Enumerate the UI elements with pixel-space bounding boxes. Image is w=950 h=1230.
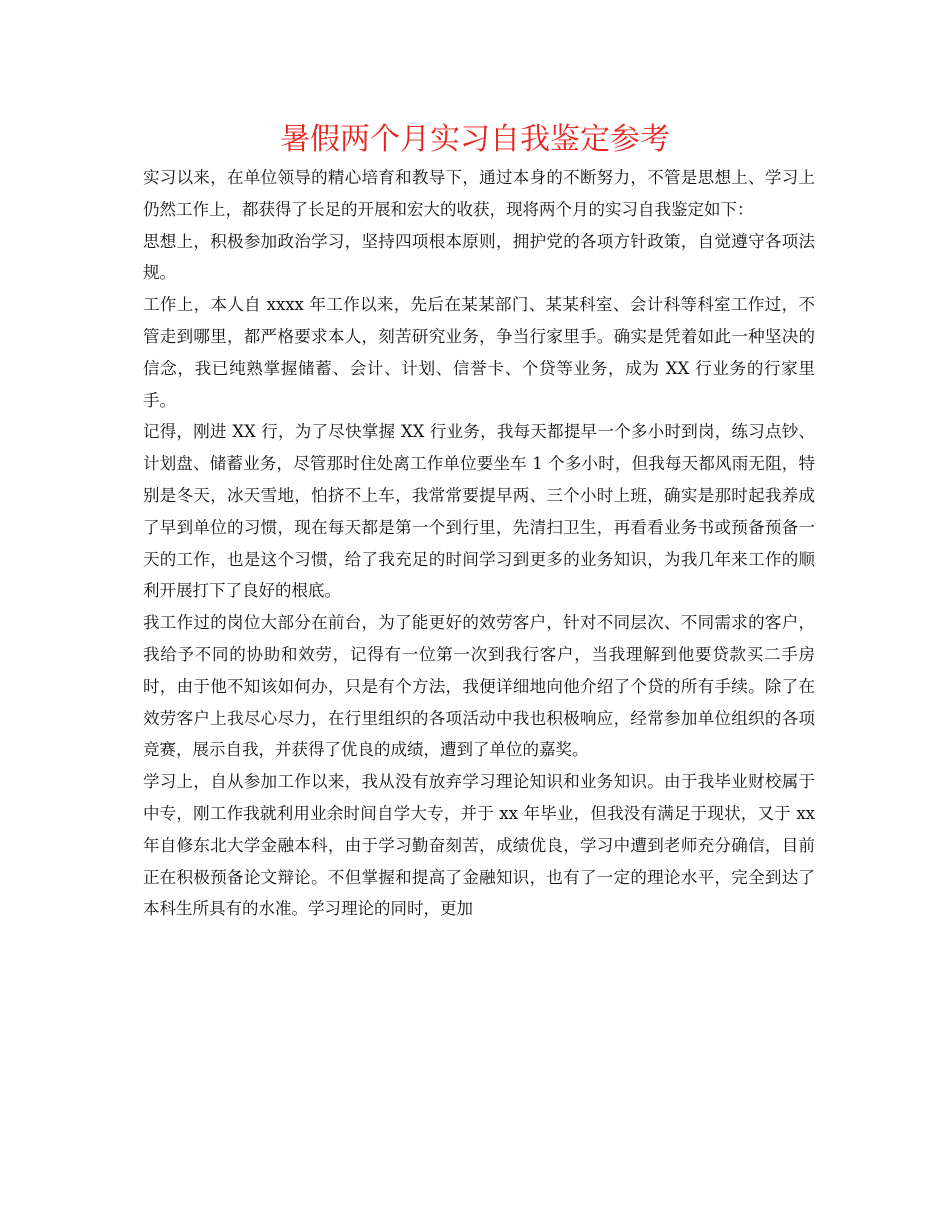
paragraph-memory: 记得，刚进 XX 行，为了尽快掌握 XX 行业务，我每天都提早一个多小时到岗，练习点钞、计划盘、储蓄业务，尽管那时住处离工作单位要坐车 1 个多小时，但我每天都风雨无阻，特别是冬天，冰天雪地，怕挤不上车，我常常要提早两、三个小时上班，确实是那时起我养成了早到单位的习惯，现在每天都是第一个到行里，先清扫卫生，再看看业务书或预备预备一天的工作，也是这个习惯，给了我充足的时间学习到更多的业务知识，为我几年来工作的顺利开展打下了良好的根底。 xyxy=(143,422,815,601)
document-body xyxy=(143,162,815,925)
paragraph-work: 工作上，本人自 xxxx 年工作以来，先后在某某部门、某某科室、会计科等科室工作过，不管走到哪里，都严格要求本人，刻苦研究业务，争当行家里手。确实是凭着如此一种坚决的信念，我已纯熟掌握储蓄、会计、计划、信誉卡、个贷等业务，成为 XX 行业务的行家里手。 xyxy=(143,295,815,410)
paragraph-thought: 思想上，积极参加政治学习，坚持四项根本原则，拥护党的各项方针政策，自觉遵守各项法规。 xyxy=(143,231,815,283)
paragraph-service: 我工作过的岗位大部分在前台，为了能更好的效劳客户，针对不同层次、不同需求的客户，我给予不同的协助和效劳，记得有一位第一次到我行客户，当我理解到他要贷款买二手房时，由于他不知该如何办，只是有个方法，我便详细地向他介绍了个贷的所有手续。除了在效劳客户上我尽心尽力，在行里组织的各项活动中我也积极响应，经常参加单位组织的各项竞赛，展示自我，并获得了优良的成绩，遭到了单位的嘉奖。 xyxy=(143,613,815,760)
paragraph-intro: 实习以来，在单位领导的精心培育和教导下，通过本身的不断努力，不管是思想上、学习上仍然工作上，都获得了长足的开展和宏大的收获，现将两个月的实习自我鉴定如下： xyxy=(143,168,815,219)
paragraph-study: 学习上，自从参加工作以来，我从没有放弃学习理论知识和业务知识。由于我毕业财校属于中专，刚工作我就利用业余时间自学大专，并于 xx 年毕业，但我没有满足于现状，又于 xx 年自修东北大学金融本科，由于学习勤奋刻苦，成绩优良，学习中遭到老师充分确信，目前正在积极预备论文辩论。不但掌握和提高了金融知识，也有了一定的理论水平，完全到达了本科生所具有的水准。学习理论的同时，更加 xyxy=(143,772,815,919)
document-title: 暑假两个月实习自我鉴定参考 xyxy=(280,122,670,157)
